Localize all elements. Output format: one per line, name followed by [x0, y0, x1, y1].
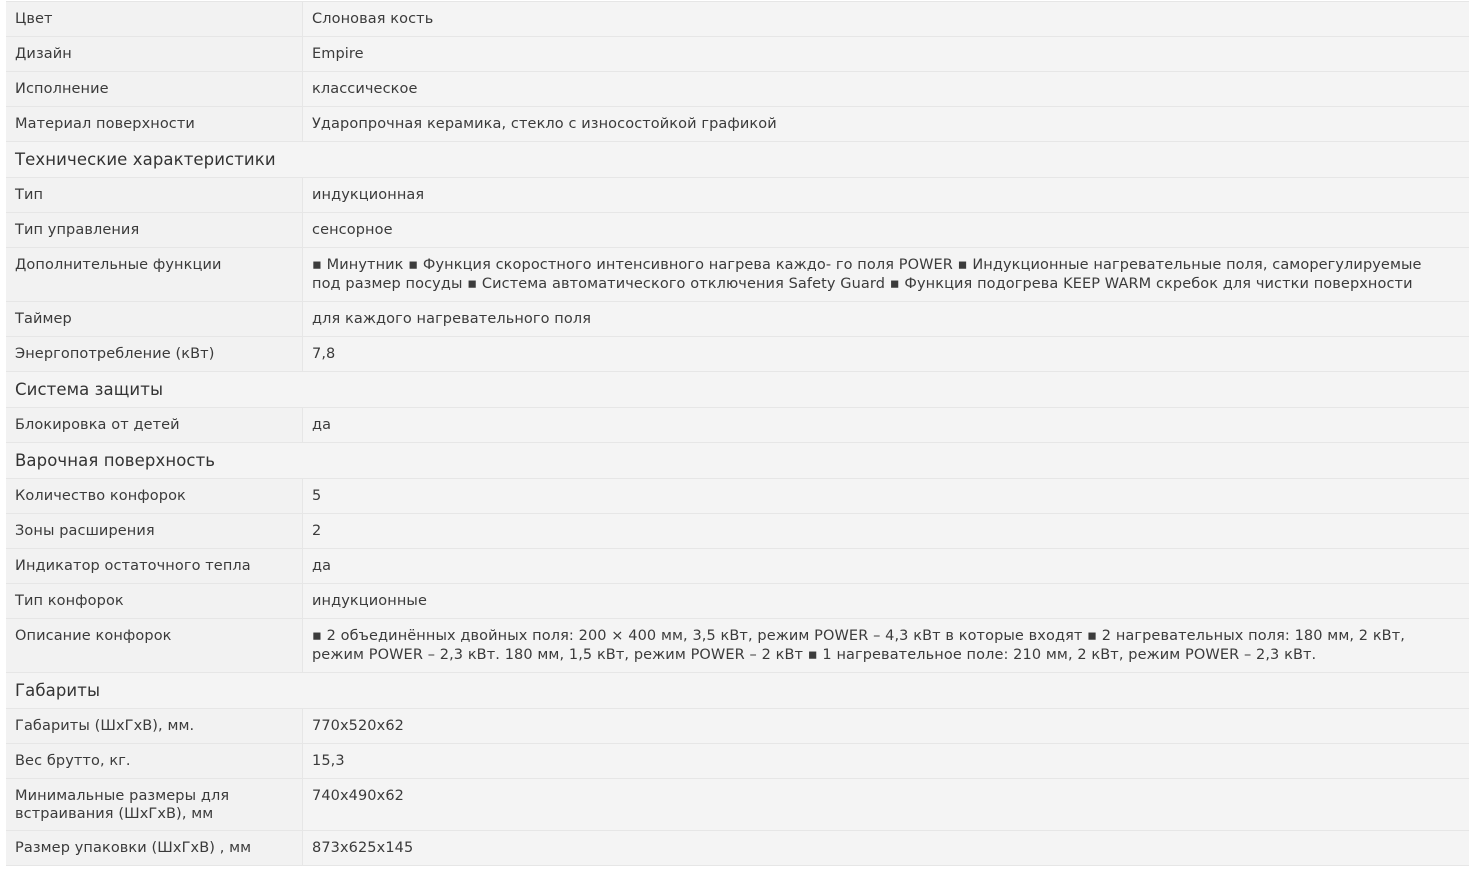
spec-label: Минимальные размеры для встраивания (ШхГхВ), мм	[6, 779, 303, 831]
spec-row	[6, 831, 1469, 866]
spec-label: Цвет	[6, 2, 303, 37]
spec-row	[6, 408, 1469, 443]
section-header-protection	[6, 372, 1469, 408]
spec-value: 15,3	[303, 744, 1469, 779]
spec-label: Количество конфорок	[6, 479, 303, 514]
section-header-technical	[6, 142, 1469, 178]
spec-value: 740x490x62	[303, 779, 1469, 831]
spec-value: 5	[303, 479, 1469, 514]
spec-row	[6, 479, 1469, 514]
spec-value: 770x520x62	[303, 709, 1469, 744]
spec-label: Индикатор остаточного тепла	[6, 549, 303, 584]
spec-value: 7,8	[303, 337, 1469, 372]
spec-label: Блокировка от детей	[6, 408, 303, 443]
spec-label: Тип конфорок	[6, 584, 303, 619]
section-title: Система защиты	[6, 372, 1469, 408]
spec-label: Энергопотребление (кВт)	[6, 337, 303, 372]
spec-row	[6, 248, 1469, 302]
spec-value: ▪ Минутник ▪ Функция скоростного интенсивного нагрева каждо- го поля POWER ▪ Индукционные нагревательные поля, саморегулируемые под размер посуды ▪ Система автоматического отключения Safety Guard ▪ Функция подогрева KEEP WARM скребок для чистки поверхности	[303, 248, 1469, 302]
spec-row	[6, 779, 1469, 831]
spec-label: Дизайн	[6, 37, 303, 72]
spec-value: да	[303, 549, 1469, 584]
section-title: Габариты	[6, 673, 1469, 709]
spec-label: Вес брутто, кг.	[6, 744, 303, 779]
spec-row	[6, 107, 1469, 142]
spec-value: для каждого нагревательного поля	[303, 302, 1469, 337]
spec-label: Дополнительные функции	[6, 248, 303, 302]
spec-label: Тип управления	[6, 213, 303, 248]
spec-row	[6, 549, 1469, 584]
spec-value: индукционная	[303, 178, 1469, 213]
spec-value: сенсорное	[303, 213, 1469, 248]
spec-value: ▪ 2 объединённых двойных поля: 200 × 400 мм, 3,5 кВт, режим POWER – 4,3 кВт в которые входят ▪ 2 нагревательных поля: 180 мм, 2 кВт, режим POWER – 2,3 кВт. 180 мм, 1,5 кВт, режим POWER – 2 кВт ▪ 1 нагревательное поле: 210 мм, 2 кВт, режим POWER – 2,3 кВт.	[303, 619, 1469, 673]
spec-row	[6, 178, 1469, 213]
spec-label: Тип	[6, 178, 303, 213]
spec-row	[6, 37, 1469, 72]
spec-value: 2	[303, 514, 1469, 549]
spec-label: Исполнение	[6, 72, 303, 107]
spec-value: да	[303, 408, 1469, 443]
section-header-dimensions	[6, 673, 1469, 709]
spec-row	[6, 72, 1469, 107]
spec-row	[6, 584, 1469, 619]
spec-row	[6, 709, 1469, 744]
spec-label: Зоны расширения	[6, 514, 303, 549]
spec-value: классическое	[303, 72, 1469, 107]
section-header-cooking-surface	[6, 443, 1469, 479]
spec-row	[6, 302, 1469, 337]
section-title: Технические характеристики	[6, 142, 1469, 178]
specifications-table	[6, 1, 1469, 866]
spec-row	[6, 744, 1469, 779]
spec-row	[6, 514, 1469, 549]
section-title: Варочная поверхность	[6, 443, 1469, 479]
spec-value: индукционные	[303, 584, 1469, 619]
spec-value: 873x625x145	[303, 831, 1469, 866]
spec-label: Размер упаковки (ШхГхВ) , мм	[6, 831, 303, 866]
spec-label: Габариты (ШхГхВ), мм.	[6, 709, 303, 744]
spec-label: Таймер	[6, 302, 303, 337]
spec-label: Материал поверхности	[6, 107, 303, 142]
spec-row	[6, 213, 1469, 248]
spec-row	[6, 2, 1469, 37]
spec-value: Ударопрочная керамика, стекло с износостойкой графикой	[303, 107, 1469, 142]
spec-value: Слоновая кость	[303, 2, 1469, 37]
spec-label: Описание конфорок	[6, 619, 303, 673]
spec-row	[6, 337, 1469, 372]
spec-row	[6, 619, 1469, 673]
spec-value: Empire	[303, 37, 1469, 72]
